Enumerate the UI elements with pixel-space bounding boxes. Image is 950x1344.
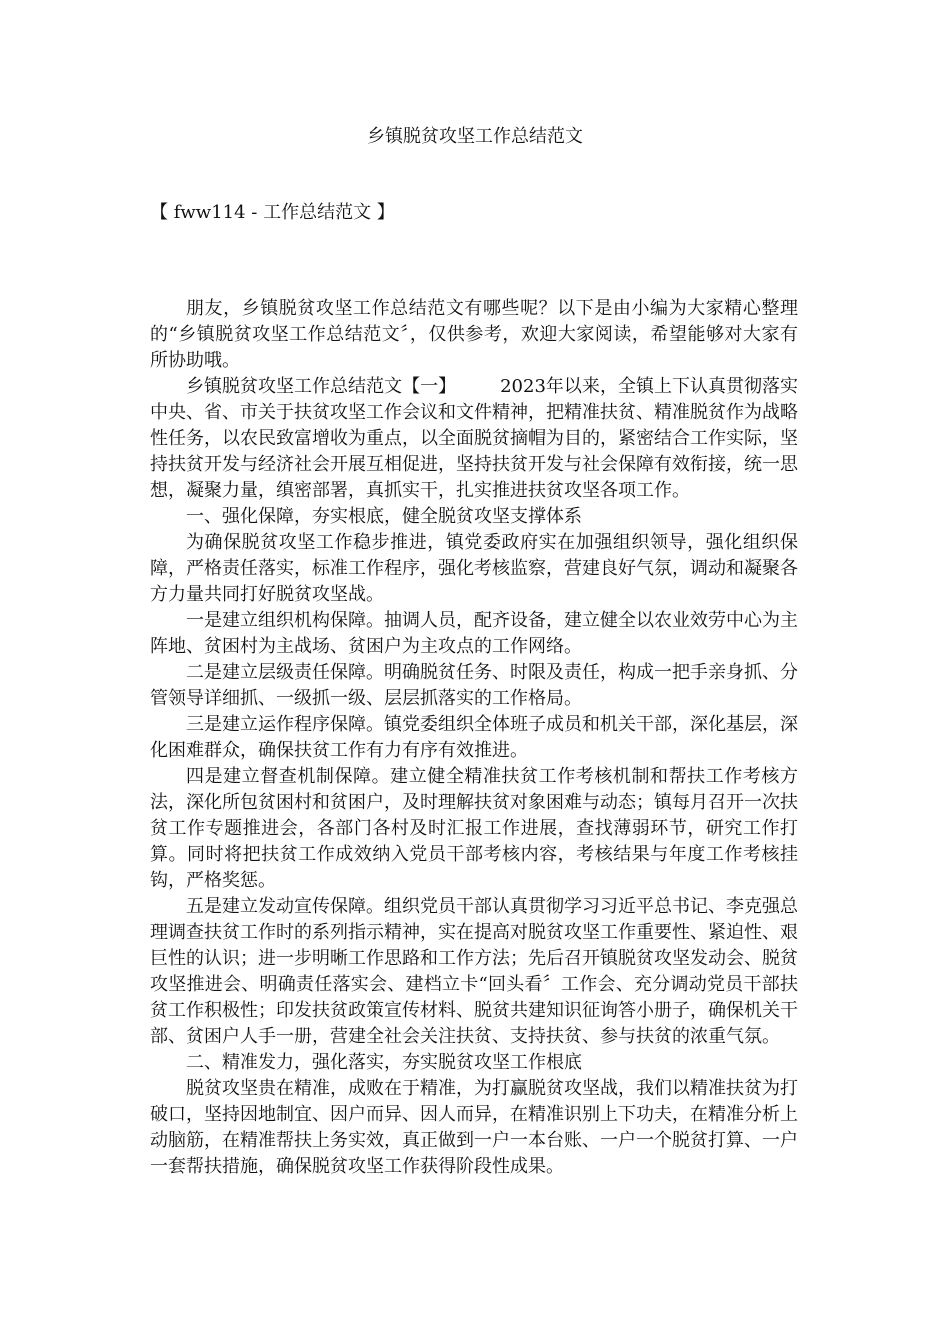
- body-paragraph: 四是建立督查机制保障。建立健全精准扶贫工作考核机制和帮扶工作考核方法，深化所包贫困村和贫困户，及时理解扶贫对象困难与动态；镇每月召开一次扶贫工作专题推进会，各部门各村及时汇报工作进展，查找薄弱环节，研究工作打算。同时将把扶贫工作成效纳入党员干部考核内容，考核结果与年度工作考核挂钩，严格奖惩。: [150, 766, 798, 891]
- document-tag: 【 fww114 - 工作总结范文 】: [150, 202, 395, 223]
- section-one-label: 乡镇脱贫攻坚工作总结范文【一】: [186, 376, 457, 397]
- heading-one: 一、强化保障，夯实根底，健全脱贫攻坚支撑体系: [186, 506, 582, 527]
- document-body: [150, 296, 798, 1180]
- body-paragraph: 为确保脱贫攻坚工作稳步推进，镇党委政府实在加强组织领导，强化组织保障，严格责任落实，标准工作程序，强化考核监察，营建良好气氛，调动和凝聚各方力量共同打好脱贫攻坚战。: [150, 532, 798, 605]
- body-paragraph: 三是建立运作程序保障。镇党委组织全体班子成员和机关干部，深化基层，深化困难群众，确保扶贫工作有力有序有效推进。: [150, 714, 798, 761]
- body-paragraph: 二是建立层级责任保障。明确脱贫任务、时限及责任，构成一把手亲身抓、分管领导详细抓、一级抓一级、层层抓落实的工作格局。: [150, 662, 798, 709]
- document-title: 乡镇脱贫攻坚工作总结范文: [367, 126, 583, 147]
- body-paragraph: 五是建立发动宣传保障。组织党员干部认真贯彻学习习近平总书记、李克强总理调查扶贫工作时的系列指示精神，实在提高对脱贫攻坚工作重要性、紧迫性、艰巨性的认识；进一步明晰工作思路和工作方法；先后召开镇脱贫攻坚发动会、脱贫攻坚推进会、明确责任落实会、建档立卡“回头看〞工作会、充分调动党员干部扶贫工作积极性；印发扶贫政策宣传材料、脱贫共建知识征询答小册子，确保机关干部、贫困户人手一册，营建全社会关注扶贫、支持扶贫、参与扶贫的浓重气氛。: [150, 896, 798, 1047]
- section-one-paragraph: [150, 374, 798, 504]
- intro-paragraph: 朋友，乡镇脱贫攻坚工作总结范文有哪些呢？以下是由小编为大家精心整理的“乡镇脱贫攻坚工作总结范文〞，仅供参考，欢迎大家阅读，希望能够对大家有所协助哦。: [150, 298, 798, 371]
- body-paragraph: 脱贫攻坚贵在精准，成败在于精准，为打赢脱贫攻坚战，我们以精准扶贫为打破口，坚持因地制宜、因户而异、因人而异，在精准识别上下功夫，在精准分析上动脑筋，在精准帮扶上务实效，真正做到一户一本台账、一户一个脱贫打算、一户一套帮扶措施，确保脱贫攻坚工作获得阶段性成果。: [150, 1078, 798, 1177]
- section-one-text: 2023年以来，全镇上下认真贯彻落实中央、省、市关于扶贫攻坚工作会议和文件精神，把精准扶贫、精准脱贫作为战略性任务，以农民致富增收为重点，以全面脱贫摘帽为目的，紧密结合工作实际，坚持扶贫开发与经济社会开展互相促进，坚持扶贫开发与社会保障有效衔接，统一思想，凝聚力量，缜密部署，真抓实干，扎实推进扶贫攻坚各项工作。: [150, 376, 799, 501]
- heading-two: 二、精准发力，强化落实，夯实脱贫攻坚工作根底: [186, 1052, 582, 1073]
- body-paragraph: 一是建立组织机构保障。抽调人员，配齐设备，建立健全以农业效劳中心为主阵地、贫困村为主战场、贫困户为主攻点的工作网络。: [150, 610, 798, 657]
